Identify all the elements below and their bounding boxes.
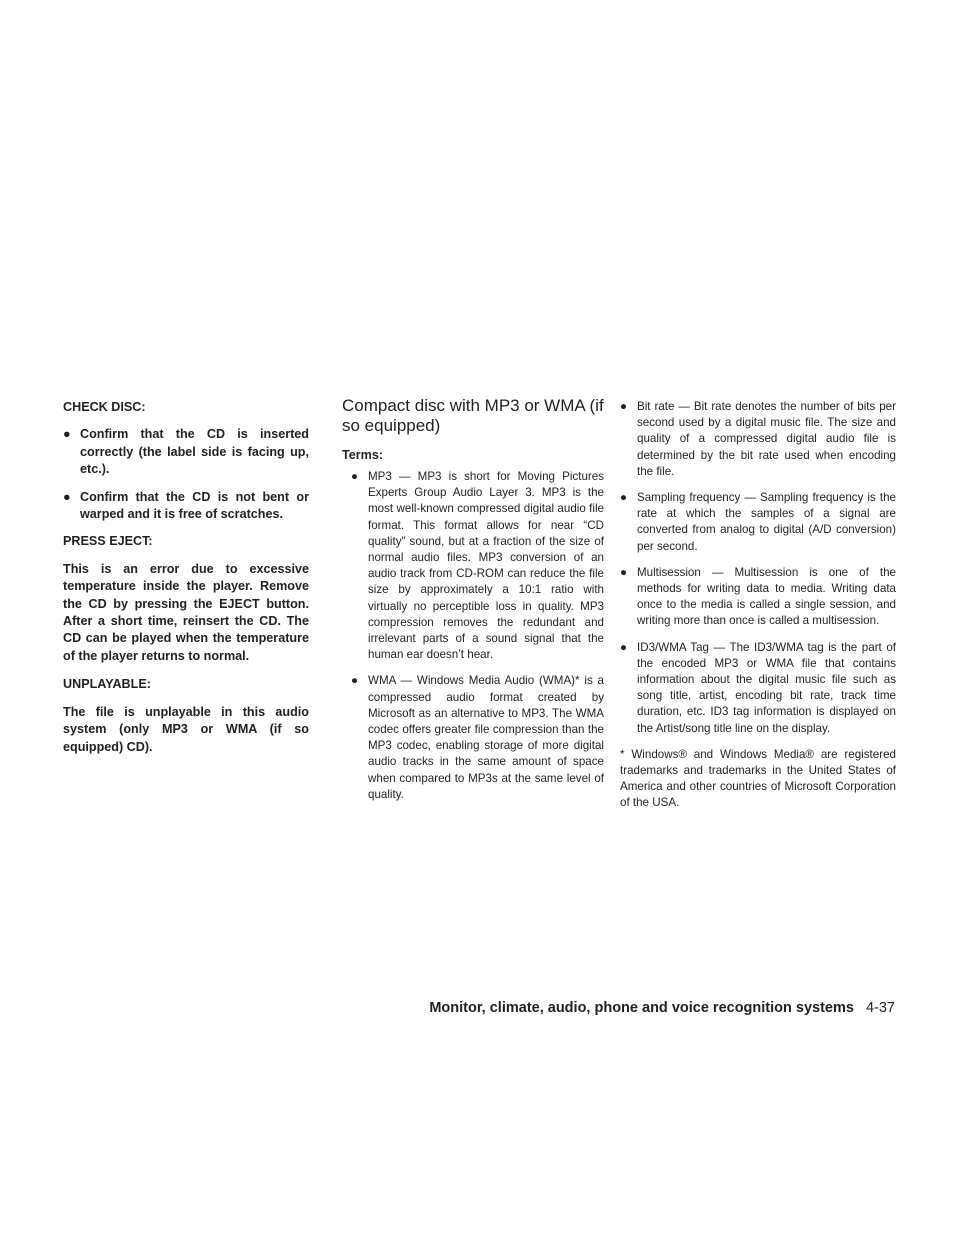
unplayable-text: The file is unplayable in this audio system (only MP3 or WMA (if so equipped) CD). (63, 704, 309, 754)
bullet-dot-icon: ● (63, 427, 71, 442)
term-bullet-bit-rate (620, 399, 896, 480)
bullet-text: WMA — Windows Media Audio (WMA)* is a compressed audio format created by Microsoft as an alternative to MP3. The WMA codec offers greater file compression than the MP3 codec, enabling storage of more digital audio tracks in the same amount of space when compared to MP3s at the same level of quality. (368, 674, 604, 801)
chapter-title: Monitor, climate, audio, phone and voice recognition systems (429, 1000, 854, 1016)
middle-column (342, 396, 604, 813)
bullet-text: Confirm that the CD is not bent or warped and it is free of scratches. (80, 489, 309, 522)
bullet-text: Sampling frequency — Sampling frequency is the rate at which the samples of a signal are converted from analog to digital (A/D conversion) per second. (637, 491, 896, 553)
bullet-dot-icon: ● (63, 489, 71, 504)
term-bullet-mp3 (342, 469, 604, 663)
bullet-dot-icon: ● (351, 674, 359, 688)
terms-label: Terms: (342, 448, 384, 462)
unplayable-heading: UNPLAYABLE: (63, 677, 151, 692)
bullet-text: MP3 — MP3 is short for Moving Pictures Experts Group Audio Layer 3. MP3 is the most well-known compressed digital audio file format. This format allows for near “CD quality” sound, but at a fraction of the size of normal audio files. MP3 conversion of an audio track from CD-ROM can reduce the file size by approximately a 10:1 ratio with virtually no perceptible loss in quality. MP3 compression removes the redundant and irrelevant parts of a sound signal that the human ear doesn’t hear. (368, 470, 604, 662)
term-bullet-wma (342, 673, 604, 803)
page-footer (429, 1000, 895, 1016)
bullet-text: ID3/WMA Tag — The ID3/WMA tag is the part of the encoded MP3 or WMA file that contains information about the digital music file such as song title, artist, encoding bit rate, track time duration, etc. ID3 tag information is displayed on the Artist/song title line on the display. (637, 640, 896, 735)
page-number: 4-37 (865, 1000, 895, 1016)
check-disc-bullet (63, 489, 309, 524)
term-bullet-sampling-frequency (620, 490, 896, 555)
bullet-dot-icon: ● (620, 491, 628, 505)
term-bullet-multisession (620, 565, 896, 630)
term-bullet-id3-wma-tag (620, 640, 896, 737)
bullet-text: Multisession — Multisession is one of the methods for writing data to media. Writing data once to the media is called a single session, and writing more than once is called a multisession. (637, 565, 896, 628)
press-eject-text: This is an error due to excessive temperature inside the player. Remove the CD by pressing the EJECT button. After a short time, reinsert the CD. The CD can be played when the temperature of the player returns to normal. (63, 561, 309, 663)
bullet-dot-icon: ● (351, 470, 359, 483)
bullet-dot-icon: ● (620, 565, 628, 579)
press-eject-heading: PRESS EJECT: (63, 534, 153, 549)
bullet-dot-icon: ● (620, 640, 628, 654)
check-disc-bullet (63, 426, 309, 478)
check-disc-heading: CHECK DISC: (63, 400, 146, 414)
section-title: Compact disc with MP3 or WMA (if so equipped) (342, 396, 604, 435)
trademark-note: * Windows® and Windows Media® are registered trademarks and trademarks in the United States of America and other countries of Microsoft Corporation of the USA. (620, 747, 896, 810)
bullet-dot-icon: ● (620, 400, 628, 413)
bullet-text: Confirm that the CD is inserted correctly (the label side is facing up, etc.). (80, 427, 309, 477)
left-column (63, 399, 309, 767)
right-column (620, 399, 896, 812)
bullet-text: Bit rate — Bit rate denotes the number of bits per second used by a digital music file. The size and quality of a compressed digital audio file is determined by the bit rate used when encoding the file. (637, 400, 896, 478)
